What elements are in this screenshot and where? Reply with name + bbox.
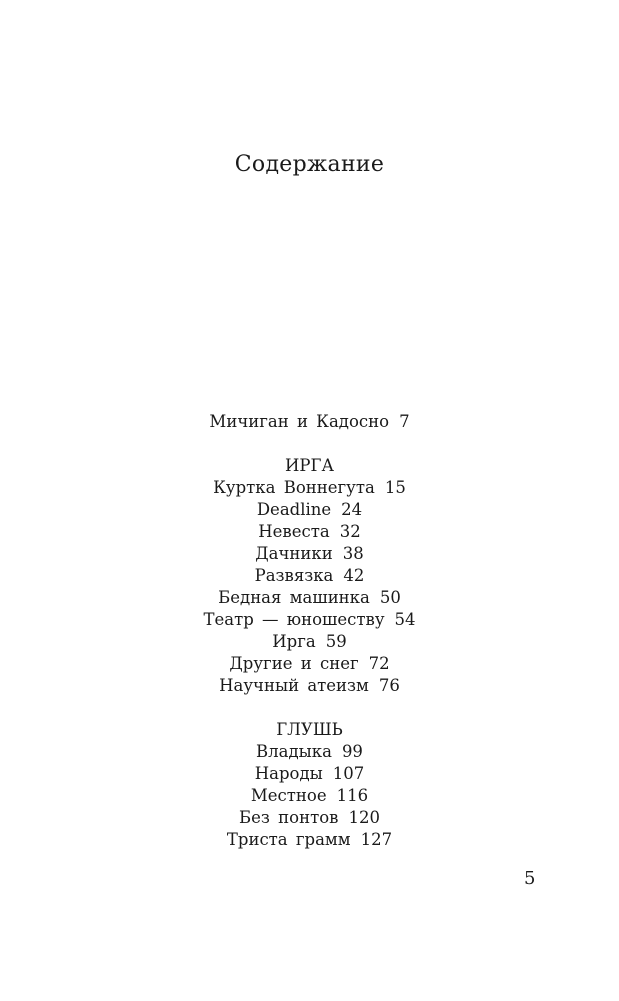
toc-entry [0, 477, 619, 499]
toc-entry-page: 107 [332, 764, 365, 783]
toc-entry-title: Развязка [254, 566, 334, 585]
toc-entry-title: Народы [254, 764, 323, 783]
toc-entry [0, 499, 619, 521]
toc-entry [0, 411, 619, 433]
toc-section-heading: ГЛУШЬ [276, 720, 343, 739]
toc-entry [0, 609, 619, 631]
toc-entry-page: 116 [336, 786, 369, 805]
toc-entry [0, 675, 619, 697]
toc-entry-title: Научный атеизм [219, 676, 369, 695]
toc-entry-page: 42 [343, 566, 365, 585]
toc-entry-page: 120 [348, 808, 380, 827]
toc-intro [0, 411, 619, 433]
toc-entry-page: 24 [341, 500, 363, 519]
toc-entry [0, 543, 619, 565]
toc-entry-title: Театр — юношеству [203, 610, 385, 629]
toc-entry-title: Дачники [255, 544, 333, 563]
toc-entry [0, 741, 619, 763]
toc-entry-title: Другие и снег [229, 654, 359, 673]
toc-entry-page: 127 [360, 830, 393, 849]
toc-entry-page: 7 [399, 412, 410, 431]
toc-entry-title: Ирга [272, 632, 316, 651]
toc-entry [0, 829, 619, 851]
toc-section-glush [0, 719, 619, 851]
toc-entry-title: Куртка Воннегута [213, 478, 375, 497]
toc-entry-page: 59 [325, 632, 347, 651]
page-number: 5 [524, 868, 536, 889]
toc-entry [0, 807, 619, 829]
toc-section-irga [0, 455, 619, 697]
toc-entry-title: Мичиган и Кадосно [209, 412, 390, 431]
toc-entry-page: 76 [378, 676, 400, 695]
toc-entry-title: Без понтов [239, 808, 339, 827]
toc-entry-title: Невеста [258, 522, 330, 541]
toc-entry-title: Бедная машинка [218, 588, 370, 607]
toc-entry [0, 763, 619, 785]
toc-entry [0, 521, 619, 543]
toc-entry-page: 38 [342, 544, 364, 563]
toc-entry-page: 54 [394, 610, 416, 629]
toc-entry-title: Deadline [256, 500, 332, 519]
toc-entry [0, 565, 619, 587]
toc-entry-page: 50 [379, 588, 401, 607]
toc-entry [0, 653, 619, 675]
toc-section-heading: ИРГА [285, 456, 334, 475]
toc-entry-page: 32 [339, 522, 361, 541]
toc-entry [0, 785, 619, 807]
toc-entry [0, 631, 619, 653]
toc-entry-page: 15 [384, 478, 406, 497]
toc-entry-title: Местное [250, 786, 327, 805]
toc-entry-title: Триста грамм [226, 830, 351, 849]
toc-entry-title: Владыка [256, 742, 332, 761]
page-title: Содержание [234, 152, 385, 177]
toc-entry [0, 587, 619, 609]
toc-entry-page: 99 [341, 742, 363, 761]
toc-entry-page: 72 [368, 654, 390, 673]
